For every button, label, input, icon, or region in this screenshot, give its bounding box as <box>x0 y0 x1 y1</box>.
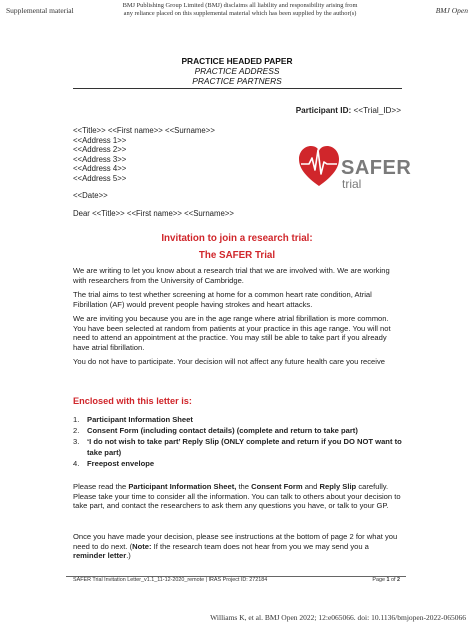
enclosed-heading: Enclosed with this letter is: <box>73 396 192 406</box>
address-line: <<Address 4>> <box>73 164 127 173</box>
letterhead-address: PRACTICE ADDRESS <box>194 66 280 76</box>
paragraph-intro: We are writing to let you know about a research trial that we are involved with. We are working with researchers from the University of Cambridge. <box>73 266 390 285</box>
list-item: 2. Consent Form (including contact details) (complete and return to take part) <box>73 426 358 435</box>
list-item: 3. ‘I do not wish to take part’ Reply Slip (ONLY complete and return if you DO NOT want to take part) <box>73 437 402 457</box>
participant-id-label: Participant ID: <box>295 106 352 115</box>
footer-document-id: SAFER Trial Invitation Letter_v1.1_11-12-2020_remote | IRAS Project ID: 272184 <box>73 577 268 583</box>
enclosed-list <box>73 414 403 469</box>
paragraph-optional: You do not have to participate. Your decision will not affect any future health care you receive <box>73 357 385 366</box>
supplemental-material-label: Supplemental material <box>6 6 74 15</box>
paragraph-please-read: Please read the Participant Information Sheet, the Consent Form and Reply Slip carefully. Please take your time to consider all the information. You can talk to others about your decision to take part, and contact the researchers to ask them any questions you have, or talk to your GP. <box>73 482 401 511</box>
letterhead-partners: PRACTICE PARTNERS <box>192 76 282 86</box>
paragraph-next-steps: Once you have made your decision, please see instructions at the bottom of page 2 for what you need to do next. (Note: If the research team does not hear from you we may send you a reminder letter.) <box>73 532 398 561</box>
logo-word-trial: trial <box>342 177 362 191</box>
participant-id-value: <<Trial_ID>> <box>353 106 401 115</box>
salutation: Dear <<Title>> <<First name>> <<Surname>> <box>73 209 234 218</box>
list-item: 4. Freepost envelope <box>73 459 155 468</box>
letter-date: <<Date>> <box>73 191 108 200</box>
logo-word-safer: SAFER <box>341 157 412 179</box>
letterhead-title: PRACTICE HEADED PAPER <box>181 56 293 66</box>
paragraph-invite: We are inviting you because you are in the age range where atrial fibrillation is more common. You have been selected at random from patients at your practice in this age range. You will not need to attend an appointment at the practice. You may still be able to take part if you already have atrial fibrillation. <box>73 314 391 352</box>
address-line: <<Address 1>> <box>73 135 127 145</box>
address-line: <<Address 3>> <box>73 154 127 164</box>
safer-trial-logo <box>297 140 412 198</box>
trial-title: The SAFER Trial <box>198 250 276 261</box>
letterhead-divider <box>73 88 402 89</box>
journal-citation: Williams K, et al. BMJ Open 2022; 12:e065066. doi: 10.1136/bmjopen-2022-065066 <box>210 613 466 622</box>
journal-name: BMJ Open <box>435 6 468 15</box>
journal-disclaimer: BMJ Publishing Group Limited (BMJ) disclaims all liability and responsibility arising from any reliance placed on this supplemental material which has been supplied by the author(s) <box>122 2 358 17</box>
invitation-title: Invitation to join a research trial: <box>161 233 313 244</box>
participant-id <box>296 106 401 115</box>
address-line: <<Address 5>> <box>73 173 127 183</box>
paragraph-aims: The trial aims to test whether screening at home for a common heart rate condition, Atrial Fibrillation (AF) would prevent people having strokes and heart attacks. <box>73 290 372 309</box>
list-item: 1. Participant Information Sheet <box>73 415 193 424</box>
address-line: <<Title>> <<First name>> <<Surname>> <box>73 126 215 135</box>
address-block <box>73 126 215 183</box>
page-number: Page 1 of 2 <box>372 577 400 583</box>
address-line: <<Address 2>> <box>73 145 127 154</box>
